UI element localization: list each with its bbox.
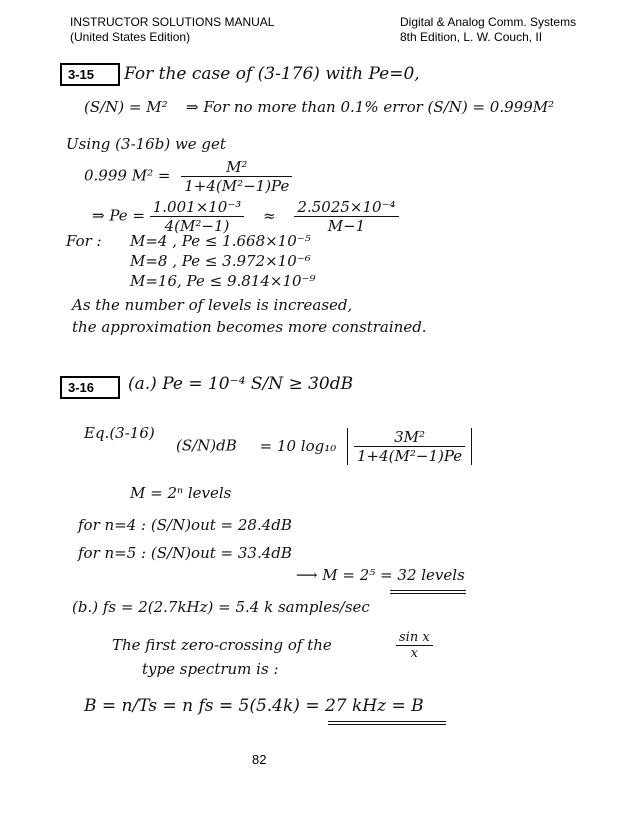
p315-eq2 [92,198,399,235]
p315-eq2-frac2 [294,198,398,235]
p315-conclusion-1: As the number of levels is increased, [72,296,353,314]
p316-part-b: (b.) fs = 2(2.7kHz) = 5.4 k samples/sec [72,598,370,616]
p316-underline-2 [390,593,466,594]
p315-eq2-approx: ≈ [263,206,276,225]
p316-main-eq [176,428,472,465]
book-edition: 8th Edition, L. W. Couch, II [400,30,543,44]
p316-n4: for n=4 : (S/N)out = 28.4dB [78,516,292,534]
p316-eq-num: 3M² [354,428,465,447]
p316-sinx-frac [396,630,433,661]
header-right [400,15,576,45]
p315-eq2-num1: 1.001×10⁻³ [150,198,245,217]
edition-note: (United States Edition) [70,30,191,44]
problem-label-3-15: 3-15 [60,63,120,86]
p316-eq-frac [354,428,465,465]
p315-eq1-lhs: 0.999 M² = [84,166,171,185]
p316-result-m: ⟶ M = 2⁵ = 32 levels [296,566,465,584]
p316-sinx [396,630,433,661]
p316-eq-mid: = 10 log₁₀ [259,436,337,455]
page-number: 82 [252,752,267,767]
p315-eq1-frac [181,158,292,195]
p316-eq-ref: Eq.(3-16) [84,424,155,442]
book-title: Digital & Analog Comm. Systems [400,15,577,29]
p315-snr-def: (S/N) = M² [84,98,168,116]
p315-eq2-pre: ⇒ Pe = [92,206,145,225]
problem-label-3-16: 3-16 [60,376,120,399]
p315-case-m16: M=16, Pe ≤ 9.814×10⁻⁹ [130,272,316,290]
p316-part-a: (a.) Pe = 10⁻⁴ S/N ≥ 30dB [128,374,354,394]
p316-bw-underline-2 [328,724,446,725]
p315-using: Using (3-16b) we get [66,135,226,153]
p315-eq2-num2: 2.5025×10⁻⁴ [294,198,398,217]
p316-sinx-den: x [410,646,418,661]
p316-bandwidth: B = n/Ts = n fs = 5(5.4k) = 27 kHz = B [84,696,424,716]
p316-spectrum: type spectrum is : [142,660,279,678]
p315-for-label: For : [66,232,102,250]
p315-error-cond: ⇒ For no more than 0.1% error (S/N) = 0.999M² [186,98,555,116]
p315-eq1-num: M² [181,158,292,177]
p316-underline-1 [390,590,466,591]
p316-bw-underline-1 [328,721,446,722]
header-left [70,15,274,45]
p316-bracket [347,428,472,465]
p316-eq-lhs: (S/N)dB [176,436,237,455]
p316-levels: M = 2ⁿ levels [130,484,232,502]
p315-conclusion-2: the approximation becomes more constrained. [72,318,427,336]
p316-sinx-num: sin x [396,630,433,646]
p316-n5: for n=5 : (S/N)out = 33.4dB [78,544,292,562]
p315-case-m4: M=4 , Pe ≤ 1.668×10⁻⁵ [130,232,311,250]
p316-eq-den: 1+4(M²−1)Pe [357,447,463,465]
manual-title: INSTRUCTOR SOLUTIONS MANUAL [70,15,275,29]
p315-case-m8: M=8 , Pe ≤ 3.972×10⁻⁶ [130,252,311,270]
p315-eq2-den2: M−1 [327,217,366,235]
p315-eq1 [84,158,292,195]
p315-eq1-den: 1+4(M²−1)Pe [184,177,290,195]
p315-eq2-den1: 4(M²−1) [164,217,230,235]
p315-eq2-frac1 [150,198,245,235]
p316-zero-crossing: The first zero-crossing of the [112,636,332,654]
p315-intro: For the case of (3-176) with Pe=0, [124,64,420,84]
